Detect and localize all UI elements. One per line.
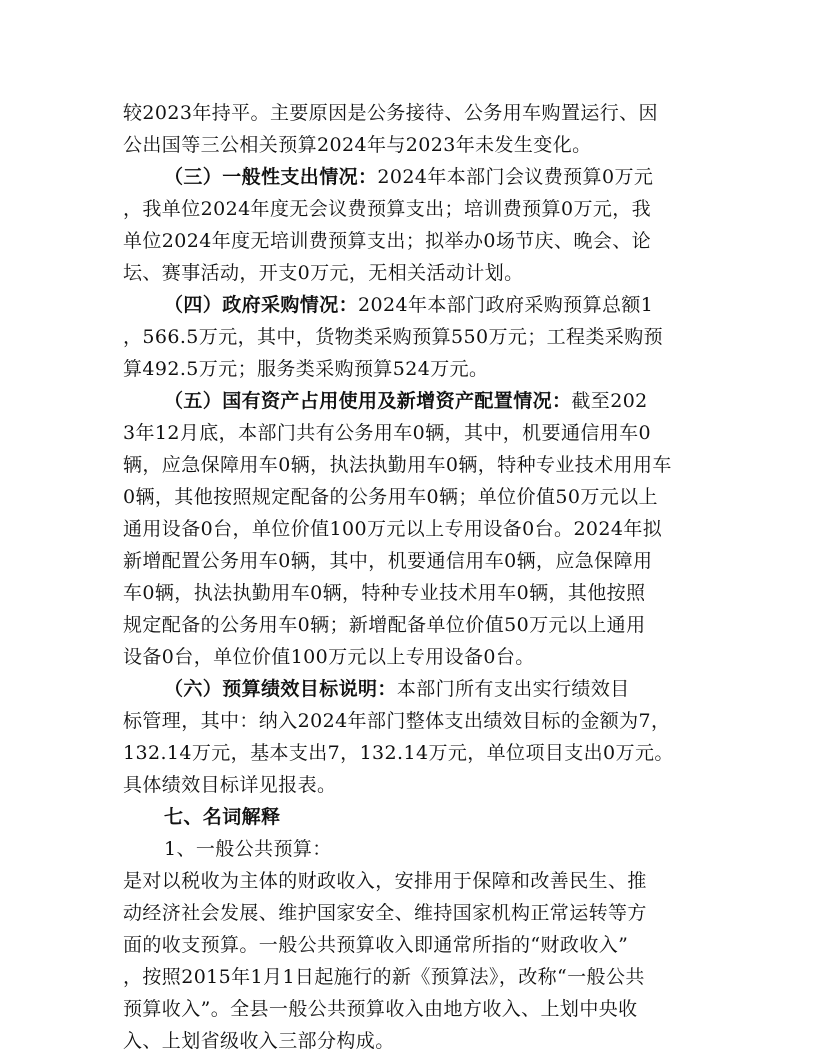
paragraph-line: 标管理，其中：纳入2024年部门整体支出绩效目标的金额为7， bbox=[123, 710, 671, 732]
section-paragraph-procurement bbox=[164, 289, 653, 321]
paragraph-line: 是对以税收为主体的财政收入，安排用于保障和改善民生、推 bbox=[123, 870, 647, 892]
paragraph-line: 通用设备0台，单位价值100万元以上专用设备0台。2024年拟 bbox=[123, 518, 663, 540]
paragraph-line: ，566.5万元，其中，货物类采购预算550万元；工程类采购预 bbox=[123, 326, 664, 348]
paragraph-text: 2024年本部门政府采购预算总额1 bbox=[358, 294, 654, 316]
paragraph-line: 设备0台，单位价值100万元以上专用设备0台。 bbox=[123, 646, 535, 668]
paragraph-line: 公出国等三公相关预算2024年与2023年未发生变化。 bbox=[123, 134, 592, 156]
paragraph-line: 单位2024年度无培训费预算支出；拟举办0场节庆、晚会、论 bbox=[123, 230, 652, 252]
paragraph-line: 较2023年持平。主要原因是公务接待、公务用车购置运行、因 bbox=[123, 102, 658, 124]
section-heading-assets: （五）国有资产占用使用及新增资产配置情况： bbox=[164, 390, 572, 412]
paragraph-line: 预算收入”。全县一般公共预算收入由地方收入、上划中央收 bbox=[123, 998, 638, 1020]
section-heading-general-expenses: （三）一般性支出情况： bbox=[164, 166, 378, 188]
paragraph-line: 新增配置公务用车0辆，其中，机要通信用车0辆，应急保障用 bbox=[123, 550, 653, 572]
paragraph-line: 坛、赛事活动，开支0万元，无相关活动计划。 bbox=[123, 262, 524, 284]
paragraph-line: 动经济社会发展、维护国家安全、维持国家机构正常运转等方 bbox=[123, 902, 647, 924]
paragraph-line: ，我单位2024年度无会议费预算支出；培训费预算0万元，我 bbox=[123, 198, 652, 220]
paragraph-text: 本部门所有支出实行绩效目 bbox=[396, 678, 630, 700]
paragraph-line: 辆，应急保障用车0辆，执法执勤用车0辆，特种专业技术用用车 bbox=[123, 454, 672, 476]
paragraph-line: ，按照2015年1月1日起施行的新《预算法》，改称“一般公共 bbox=[123, 966, 645, 988]
paragraph-text: 截至202 bbox=[571, 390, 648, 412]
chapter-heading: 七、名词解释 bbox=[164, 806, 281, 828]
paragraph-line: 面的收支预算。一般公共预算收入即通常所指的“财政收入” bbox=[123, 934, 629, 956]
paragraph-text: 2024年本部门会议费预算0万元 bbox=[377, 166, 654, 188]
section-paragraph-performance bbox=[164, 673, 630, 705]
term-heading: 1、一般公共预算： bbox=[164, 838, 332, 860]
section-paragraph-assets bbox=[164, 385, 648, 417]
section-paragraph-general-expenses bbox=[164, 161, 653, 193]
paragraph-line: 具体绩效目标详见报表。 bbox=[123, 774, 337, 796]
section-heading-performance: （六）预算绩效目标说明： bbox=[164, 678, 397, 700]
paragraph-line: 规定配备的公务用车0辆；新增配备单位价值50万元以上通用 bbox=[123, 614, 646, 636]
paragraph-line: 算492.5万元；服务类采购预算524万元。 bbox=[123, 358, 489, 380]
paragraph-line: 132.14万元，基本支出7，132.14万元，单位项目支出0万元。 bbox=[123, 742, 674, 764]
paragraph-line: 0辆，其他按照规定配备的公务用车0辆；单位价值50万元以上 bbox=[123, 486, 658, 508]
paragraph-line: 3年12月底，本部门共有公务用车0辆，其中，机要通信用车0 bbox=[123, 422, 652, 444]
section-heading-procurement: （四）政府采购情况： bbox=[164, 294, 359, 316]
paragraph-line: 车0辆，执法执勤用车0辆，特种专业技术用车0辆，其他按照 bbox=[123, 582, 646, 604]
paragraph-line: 入、上划省级收入三部分构成。 bbox=[123, 1030, 395, 1052]
